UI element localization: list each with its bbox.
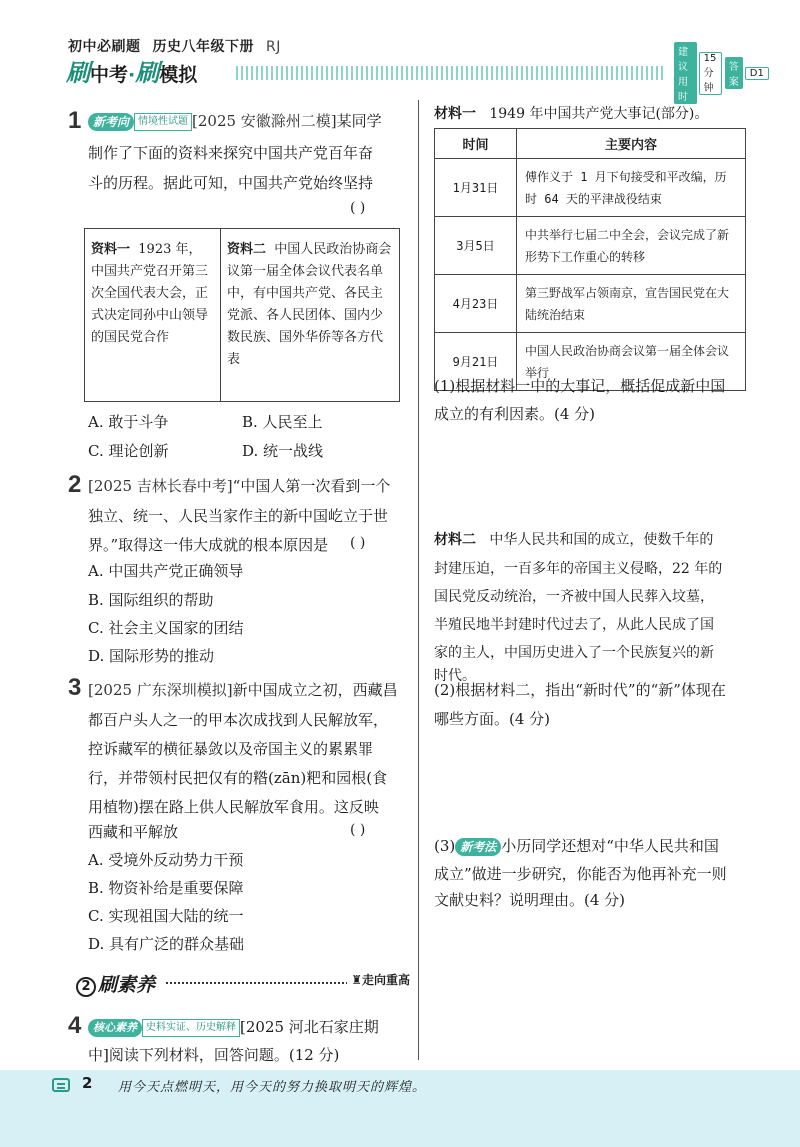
building-icon: ♜ xyxy=(351,973,362,987)
q1-badge: 新考向 xyxy=(88,113,134,131)
subq1-text-1: (1)根据材料一中的大事记，概括促成新中国 xyxy=(434,377,726,395)
q2-source: [2025 吉林长春中考] xyxy=(88,477,233,495)
events-table-header xyxy=(435,129,746,159)
banner-word-2: 模拟 xyxy=(159,64,198,86)
event-time: 3月5日 xyxy=(435,217,517,275)
answer-label: 答案 xyxy=(725,57,743,89)
q1-material-2-label: 资料二 xyxy=(227,242,267,257)
q4-text-2: 中]阅读下列材料，回答问题。(12 分) xyxy=(88,1046,340,1064)
q3-text-4: 行，并带领村民把仅有的糌(zān)粑和园根(食 xyxy=(88,769,388,787)
answer-value: D1 xyxy=(745,67,769,80)
q2-option-c[interactable]: C. 社会主义国家的团结 xyxy=(88,619,244,637)
banner-dot: · xyxy=(128,64,136,86)
material-2-text-2: 封建压迫，一百多年的帝国主义侵略，22 年的 xyxy=(434,561,723,577)
footer-motto: 用今天点燃明天，用今天的努力换取明天的辉煌。 xyxy=(118,1080,427,1095)
subq2-text-1: (2)根据材料二，指出“新时代”的“新”体现在 xyxy=(434,681,726,699)
q4-text-1: [2025 河北石家庄期 xyxy=(240,1018,379,1036)
q1-badge-sub: 情境性试题 xyxy=(134,113,192,131)
q2-line1 xyxy=(88,472,390,501)
banner-char-1: 刷 xyxy=(66,59,90,87)
banner-title xyxy=(66,60,197,86)
q3-option-c[interactable]: C. 实现祖国大陆的统一 xyxy=(88,907,244,925)
q3-option-b[interactable]: B. 物资补给是重要保障 xyxy=(88,879,244,897)
material-2-text-4: 半殖民地半封建时代过去了，从此人民成了国 xyxy=(434,617,714,633)
section-title-text: 刷素养 xyxy=(98,974,156,996)
q1-text-3: 斗的历程。据此可知，中国共产党始终坚持 xyxy=(88,174,374,192)
material-1-title: 1949 年中国共产党大事记(部分)。 xyxy=(489,106,709,122)
subq3-line1 xyxy=(434,832,719,861)
q4-line1 xyxy=(88,1013,379,1042)
subq3-prefix: (3) xyxy=(434,837,456,855)
q3-source: [2025 广东深圳模拟] xyxy=(88,681,233,699)
time-box xyxy=(674,47,769,103)
q3-text-2: 都百户头人之一的甲本次成找到人民解放军， xyxy=(88,711,389,729)
q2-text-1: “中国人第一次看到一个 xyxy=(232,477,391,495)
q1-text-1: 某同学 xyxy=(336,112,382,130)
material-2-text-3: 国民党反动统治，一齐被中国人民葬入坟墓， xyxy=(434,589,714,605)
section-number: 2 xyxy=(76,977,96,997)
material-2-text-6: 时代。 xyxy=(434,668,476,684)
time-label: 建议用时 xyxy=(674,42,697,104)
subq1-text-2: 成立的有利因素。(4 分) xyxy=(434,405,596,423)
time-value: 15 分钟 xyxy=(699,52,722,95)
q1-material-2-text: 中国人民政治协商会议第一届全体会议代表名单中，有中国共产党、各民主党派、各人民团体、国内少数民族、国外华侨等各方代表 xyxy=(227,242,392,367)
q2-answer-paren[interactable]: ( ) xyxy=(350,535,366,551)
subq3-badge: 新考法 xyxy=(455,838,501,856)
q1-material-1 xyxy=(85,229,221,401)
section-right-text: 走向重高 xyxy=(361,973,410,987)
q4-badge-sub: 史料实证、历史解释 xyxy=(142,1019,240,1037)
q1-option-c[interactable]: C. 理论创新 xyxy=(88,442,169,460)
q2-text-2: 独立、统一、人民当家作主的新中国屹立于世 xyxy=(88,507,389,525)
material-1-heading xyxy=(434,100,708,129)
q1-answer-paren[interactable]: ( ) xyxy=(350,200,366,216)
book-subject: 历史八年级下册 xyxy=(152,39,254,55)
q1-material-2 xyxy=(221,229,399,401)
material-2-label: 材料二 xyxy=(434,532,476,548)
event-content: 傅作义于 1 月下旬接受和平改编，历时 64 天的平津战役结束 xyxy=(517,159,746,217)
q2-option-a[interactable]: A. 中国共产党正确领导 xyxy=(88,562,244,580)
table-row xyxy=(435,159,746,217)
material-2-text-5: 家的主人，中国历史进入了一个民族复兴的新 xyxy=(434,645,714,661)
subq3-text-3: 文献史料？说明理由。(4 分) xyxy=(434,891,626,909)
book-edition: RJ xyxy=(266,39,281,55)
q1-option-a[interactable]: A. 敢于斗争 xyxy=(88,413,169,431)
book-icon xyxy=(52,1078,70,1092)
banner-char-2: 刷 xyxy=(135,59,160,87)
q1-number: 1 xyxy=(68,107,82,134)
section-title xyxy=(76,970,155,997)
page-number: 2 xyxy=(82,1074,93,1092)
q1-option-d[interactable]: D. 统一战线 xyxy=(242,442,324,460)
q1-option-b[interactable]: B. 人民至上 xyxy=(242,413,323,431)
material-2-text-1: 中华人民共和国的成立，使数千年的 xyxy=(489,532,714,548)
events-col-content: 主要内容 xyxy=(517,129,746,159)
q3-option-a[interactable]: A. 受境外反动势力干预 xyxy=(88,851,244,869)
event-content: 中国人民政治协商会议第一届全体会议举行 xyxy=(517,333,746,391)
event-content: 第三野战军占领南京，宣告国民党在大陆统治结束 xyxy=(517,275,746,333)
material-1-label: 材料一 xyxy=(434,106,476,122)
q4-number: 4 xyxy=(68,1012,82,1039)
column-divider xyxy=(418,100,419,1060)
q1-material-1-label: 资料一 xyxy=(91,242,131,257)
banner-word-1: 中考 xyxy=(90,64,129,86)
q4-badge: 核心素养 xyxy=(88,1019,142,1037)
table-row xyxy=(435,275,746,333)
q3-option-d[interactable]: D. 具有广泛的群众基础 xyxy=(88,935,245,953)
banner-stripes xyxy=(236,66,666,80)
section-header xyxy=(76,970,410,996)
subq2-text-2: 哪些方面。(4 分) xyxy=(434,710,551,728)
table-row xyxy=(435,217,746,275)
event-time: 1月31日 xyxy=(435,159,517,217)
material-2-line1 xyxy=(434,526,713,555)
q1-text-2: 制作了下面的资料来探究中国共产党百年奋 xyxy=(88,144,374,162)
subq3-text-1: 小历同学还想对“中华人民共和国 xyxy=(501,837,719,855)
event-content: 中共举行七届二中全会，会议完成了新形势下工作重心的转移 xyxy=(517,217,746,275)
q1-line1 xyxy=(88,107,408,136)
q1-source: [2025 安徽滁州二模] xyxy=(192,112,337,130)
subq3-text-2: 成立”做进一步研究，你能否为他再补充一则 xyxy=(434,865,727,883)
event-time: 9月21日 xyxy=(435,333,517,391)
q1-material-1-text: 1923 年，中国共产党召开第三次全国代表大会，正式决定同孙中山领导的国民党合作 xyxy=(91,242,209,345)
q3-text-5: 用植物)摆在路上供人民解放军食用。这反映 xyxy=(88,798,379,816)
q2-number: 2 xyxy=(68,471,82,498)
section-right-label xyxy=(347,971,410,988)
events-col-time: 时间 xyxy=(435,129,517,159)
q2-text-3: 界。”取得这一伟大成就的根本原因是 xyxy=(88,536,329,554)
q3-text-6: 西藏和平解放 xyxy=(88,823,179,841)
q3-line1 xyxy=(88,676,398,705)
q2-option-b[interactable]: B. 国际组织的帮助 xyxy=(88,591,214,609)
q3-answer-paren[interactable]: ( ) xyxy=(350,822,366,838)
q2-option-d[interactable]: D. 国际形势的推动 xyxy=(88,647,215,665)
book-header xyxy=(68,36,281,56)
q1-materials-table xyxy=(84,228,400,402)
events-table xyxy=(434,128,746,391)
q3-text-1: 新中国成立之初，西藏昌 xyxy=(232,681,398,699)
event-time: 4月23日 xyxy=(435,275,517,333)
book-title: 初中必刷题 xyxy=(68,39,141,55)
page-footer xyxy=(0,1070,800,1147)
q3-text-3: 控诉藏军的横征暴敛以及帝国主义的累累罪 xyxy=(88,740,374,758)
q3-number: 3 xyxy=(68,674,82,701)
